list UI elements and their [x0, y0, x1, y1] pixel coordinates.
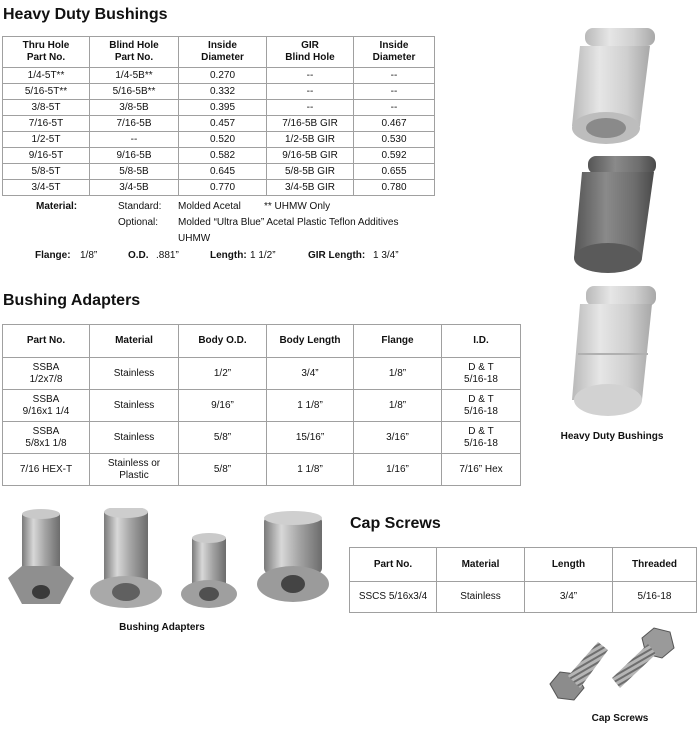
table-cell: Stainless — [90, 390, 179, 422]
table-row — [3, 164, 435, 180]
table-cell: 5/16-18 — [613, 582, 697, 613]
header-threaded: Threaded — [613, 548, 697, 582]
table-cell: D & T 5/16-18 — [442, 390, 521, 422]
header-flange: Flange — [354, 325, 442, 358]
table-cell: 0.592 — [354, 148, 435, 164]
standard-value: Molded Acetal — [178, 201, 241, 212]
table-cell: 1/4-5T** — [3, 68, 90, 84]
optional-value-uhmw: UHMW — [178, 233, 211, 244]
gir-length-label: GIR Length: — [308, 250, 366, 261]
table-cell: -- — [354, 100, 435, 116]
table-cell: 7/16” Hex — [442, 454, 521, 486]
table-cell: Stainless or Plastic — [90, 454, 179, 486]
cap-screws-title: Cap Screws — [350, 515, 441, 532]
table-cell: 15/16” — [267, 422, 354, 454]
table-cell: 7/16-5B GIR — [267, 116, 354, 132]
length-value: 1 1/2” — [250, 250, 276, 261]
header-inside-diameter: Inside Diameter — [179, 37, 267, 68]
table-cell: 3/4-5B GIR — [267, 180, 354, 196]
table-cell: 5/8-5B GIR — [267, 164, 354, 180]
table-cell: 0.457 — [179, 116, 267, 132]
table-cell: 0.530 — [354, 132, 435, 148]
table-row — [3, 148, 435, 164]
table-cell: SSBA 5/8x1 1/8 — [3, 422, 90, 454]
table-cell: Stainless — [90, 422, 179, 454]
table-header-row — [350, 548, 697, 582]
standard-label: Standard: — [118, 201, 162, 212]
heavy-duty-bushings-table — [2, 36, 435, 196]
table-cell: 0.520 — [179, 132, 267, 148]
table-cell: 0.780 — [354, 180, 435, 196]
table-header-row — [3, 325, 521, 358]
table-cell: 1/8” — [354, 390, 442, 422]
table-cell: 3/4-5T — [3, 180, 90, 196]
header-part-no: Part No. — [3, 325, 90, 358]
table-cell: Stainless — [437, 582, 525, 613]
flange-value: 1/8” — [80, 250, 98, 261]
od-label: O.D. — [128, 250, 149, 261]
table-cell: 9/16” — [179, 390, 267, 422]
header-gir-inside-diameter: Inside Diameter — [354, 37, 435, 68]
table-cell: SSBA 1/2x7/8 — [3, 358, 90, 390]
table-cell: 0.270 — [179, 68, 267, 84]
table-cell: 7/16-5T — [3, 116, 90, 132]
table-cell: -- — [267, 68, 354, 84]
table-cell: 5/8” — [179, 454, 267, 486]
table-row — [3, 84, 435, 100]
header-part-no: Part No. — [350, 548, 437, 582]
table-cell: 1/8” — [354, 358, 442, 390]
table-cell: 1/2” — [179, 358, 267, 390]
table-cell: SSCS 5/16x3/4 — [350, 582, 437, 613]
bushing-adapters-image — [0, 508, 340, 620]
table-cell: 0.655 — [354, 164, 435, 180]
table-cell: 1/2-5B GIR — [267, 132, 354, 148]
table-cell: -- — [267, 100, 354, 116]
bushing-adapters-title: Bushing Adapters — [3, 292, 141, 309]
table-cell: 9/16-5B GIR — [267, 148, 354, 164]
table-cell: -- — [354, 84, 435, 100]
header-length: Length — [525, 548, 613, 582]
table-row — [3, 68, 435, 84]
table-cell: -- — [354, 68, 435, 84]
table-cell: 5/8” — [179, 422, 267, 454]
table-cell: -- — [267, 84, 354, 100]
table-cell: Stainless — [90, 358, 179, 390]
table-row — [3, 132, 435, 148]
table-cell: 5/16-5T** — [3, 84, 90, 100]
table-cell: 9/16-5T — [3, 148, 90, 164]
table-cell: 3/8-5T — [3, 100, 90, 116]
table-cell: 0.332 — [179, 84, 267, 100]
optional-value: Molded “Ultra Blue” Acetal Plastic Teflon Additives — [178, 217, 399, 228]
table-cell: 3/4” — [525, 582, 613, 613]
header-material: Material — [90, 325, 179, 358]
gir-length-value: 1 3/4” — [373, 250, 399, 261]
table-cell: 7/16-5B — [90, 116, 179, 132]
table-cell: -- — [90, 132, 179, 148]
table-row — [3, 422, 521, 454]
table-row — [3, 100, 435, 116]
table-row — [3, 116, 435, 132]
material-label: Material: — [36, 201, 78, 212]
table-row — [3, 358, 521, 390]
uhmw-note: ** UHMW Only — [264, 201, 331, 212]
flange-label: Flange: — [35, 250, 71, 261]
bushing-adapters-table — [2, 324, 521, 486]
table-cell: 0.582 — [179, 148, 267, 164]
table-cell: 5/8-5T — [3, 164, 90, 180]
table-cell: 3/8-5B — [90, 100, 179, 116]
heavy-duty-bushings-caption: Heavy Duty Bushings — [560, 431, 664, 442]
heavy-duty-bushings-title: Heavy Duty Bushings — [3, 6, 168, 23]
length-label: Length: — [210, 250, 247, 261]
table-cell: 3/4” — [267, 358, 354, 390]
cap-screws-table — [349, 547, 697, 613]
table-cell: 7/16 HEX-T — [3, 454, 90, 486]
optional-label: Optional: — [118, 217, 159, 228]
od-value: .881” — [156, 250, 179, 261]
table-cell: 0.395 — [179, 100, 267, 116]
bushing-image-dark-blind — [560, 148, 665, 278]
bushing-adapters-caption: Bushing Adapters — [119, 622, 205, 633]
table-cell: 1 1/8” — [267, 454, 354, 486]
header-gir-blind-hole: GIR Blind Hole — [267, 37, 354, 68]
bushing-image-white-thru — [560, 6, 665, 146]
table-cell: 5/16-5B** — [90, 84, 179, 100]
table-cell: 0.467 — [354, 116, 435, 132]
bushing-image-white-blind — [560, 282, 665, 422]
header-blind-hole: Blind Hole Part No. — [90, 37, 179, 68]
header-material: Material — [437, 548, 525, 582]
table-cell: 1 1/8” — [267, 390, 354, 422]
table-cell: 1/2-5T — [3, 132, 90, 148]
table-header-row — [3, 37, 435, 68]
cap-screws-image — [546, 622, 686, 712]
table-cell: 1/16” — [354, 454, 442, 486]
table-row — [350, 582, 697, 613]
table-cell: SSBA 9/16x1 1/4 — [3, 390, 90, 422]
cap-screws-caption: Cap Screws — [591, 713, 649, 724]
table-cell: D & T 5/16-18 — [442, 422, 521, 454]
table-cell: 1/4-5B** — [90, 68, 179, 84]
table-cell: 3/16” — [354, 422, 442, 454]
table-cell: 0.645 — [179, 164, 267, 180]
table-cell: D & T 5/16-18 — [442, 358, 521, 390]
table-cell: 9/16-5B — [90, 148, 179, 164]
header-body-length: Body Length — [267, 325, 354, 358]
table-row — [3, 180, 435, 196]
table-cell: 5/8-5B — [90, 164, 179, 180]
header-thru-hole: Thru Hole Part No. — [3, 37, 90, 68]
header-id: I.D. — [442, 325, 521, 358]
table-cell: 3/4-5B — [90, 180, 179, 196]
table-row — [3, 454, 521, 486]
table-row — [3, 390, 521, 422]
table-cell: 0.770 — [179, 180, 267, 196]
header-body-od: Body O.D. — [179, 325, 267, 358]
